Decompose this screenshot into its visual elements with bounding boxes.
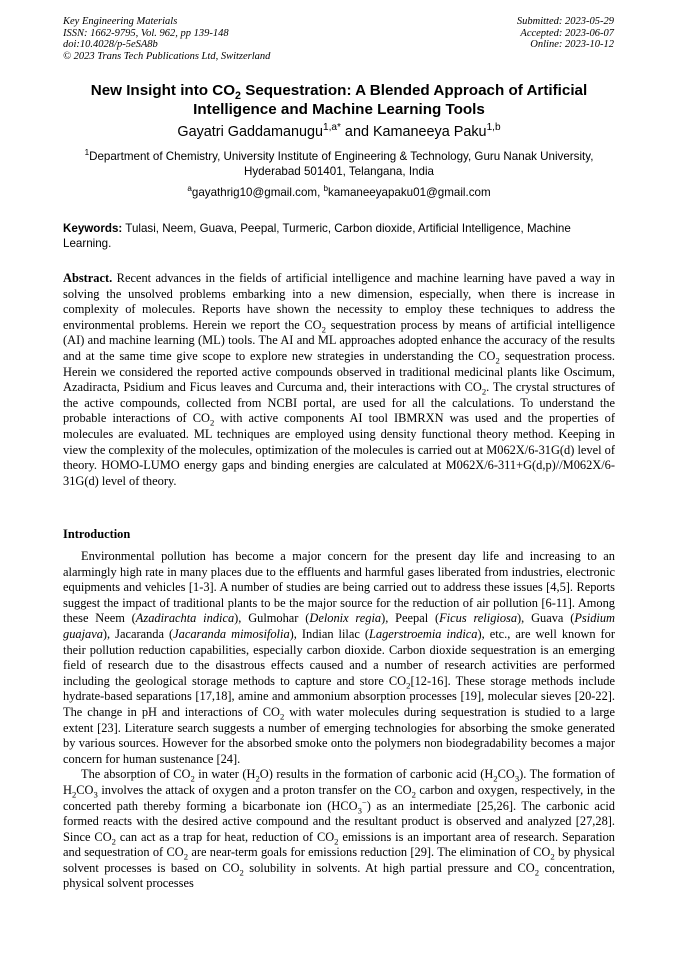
species-name: Ficus religiosa [439,611,518,626]
doi[interactable]: doi:10.4028/p-5eSA8b [63,39,158,50]
paper-title [63,82,615,119]
online-date: Online: 2023-10-12 [530,39,614,50]
body-text: concentration, physical solvent processes [63,860,616,891]
subscript: 2 [111,836,116,847]
email-link[interactable]: kamaneeyapaku01@gmail.com [328,186,491,199]
body-text: O) results in the formation of carbonic acid (H [259,767,494,782]
email-mark: b [323,184,329,194]
abstract-text: sequestration process by means of artificial intelligence (AI) and machine learning (ML) tools. The AI and ML approaches adopted enhance the accuracy of the results and at the same time give scope to explore new strategies in understanding the CO [63,317,615,363]
author-affiliation-mark: 1,b [486,122,501,134]
subscript: 2 [71,789,77,800]
body-text: ) as an intermediate [25,26]. The carbonic acid formed reacts with the desired active compound and the resultant product is observed and analyzed [27,28]. Since CO [63,798,615,844]
copyright: © 2023 Trans Tech Publications Ltd, Switzerland [63,50,271,62]
subscript: 3 [93,789,98,800]
body-text: ), Peepal ( [381,611,440,626]
species-name: Jacaranda mimosifolia [173,626,290,641]
body-text: ), Indian lilac ( [289,626,369,641]
subscript: 2 [190,773,195,784]
body-text: are near-term goals for emissions reduction [29]. The elimination of CO [188,845,551,860]
subscript: 3 [357,804,362,815]
keywords-label: Keywords: [63,222,123,235]
abstract-text: . The crystal structures of the active compounds, collected from NCBI portal, are used for all the calculations. To understand the probable interactions of CO [63,380,615,426]
journal-name: Key Engineering Materials [63,16,178,27]
subscript: 2 [493,773,498,784]
subscript: 2 [534,867,540,878]
species-name: Lagerstroemia indica [368,626,478,641]
subscript: 2 [334,836,339,847]
body-text: CO [497,767,515,782]
body-text: by physical solvent processes is based on CO [63,845,615,875]
body-text: ). The formation of H [63,767,615,797]
body-text: [12-16]. These storage methods include hydrate-based separations [17,18], amine and ammonium absorption processes [19], molecular sieves [20-22]. The change in pH and interactions of CO [63,673,616,719]
affiliation-text: Department of Chemistry, University Institute of Engineering & Technology, Guru Nanak University, Hyderabad 501401, Telangana, India [89,150,594,178]
keywords-text: Tulasi, Neem, Guava, Peepal, Turmeric, Carbon dioxide, Artificial Intelligence, Machine Learning. [63,222,571,250]
abstract-text: with active components AI tool IBMRXN was used and the properties of molecules are evaluated. ML techniques are employed using density functional theory method. Keeping in view the complexity of the molecules, optimization of the molecules is carried out at M062X/6-31G(d) level of theory. HOMO-LUMO energy gaps and binding energies are calculated at M062X/6-311+G(d,p)//M062X/6-31G(d) level of theory. [63,411,615,488]
subscript: 2 [481,386,487,397]
affiliation-mark: 1 [84,148,90,158]
species-name: Delonix regia [309,611,382,626]
section-heading-introduction: Introduction [63,527,131,541]
body-text: CO [76,782,94,797]
body-text: Environmental pollution has become a major concern for the present day life and increasing to an alarmingly high rate in many places due to the effluents and harmful gases liberated from industries, electronic equipments and vehicles [1-3]. A number of studies are being carried out to address these issues [4,5]. Reports suggest the impact of traditional plants to be the major source for the reduction of air pollution [6-11]. Among these Neem ( [63,549,615,626]
body-text: in water (H [194,767,256,782]
intro-paragraph [63,549,615,767]
species-name: Psidium guajava [63,611,615,641]
title-subscript: 2 [235,90,241,103]
subscript: 2 [239,867,244,878]
abstract-text: sequestration process. Herein we considered the reported active compounds observed in traditional medicinal plants like Oscimum, Azadiracta, Psidium and Ficus leaves and Curcuma and, their interactions with CO [63,348,615,395]
author-name: Kamaneeya Paku [372,124,487,140]
subscript: 2 [406,680,411,691]
body-text: solubility in solvents. At high partial pressure and CO [243,860,535,875]
body-text: ), etc., are well known for their pollution reduction capabilities, especially carbon dioxide. Carbon dioxide sequestration is an emerging field of research due to the disastrous effects caused and a number of research activities are performed including the geological storage methods to capture and store CO [63,626,615,688]
superscript: − [361,796,367,807]
author-name: Gayatri Gaddamanugu [177,124,323,140]
email-mark: a [187,184,192,194]
body-text: with water molecules during sequestration is studied to a large extent [23]. Literature search suggests a number of emerging technologies for absorbing the smoke generated by various sources. However for the absorbed smoke onto the polymers non biodegradability becomes a major concern for human sustenance [24]. [63,704,616,766]
accepted-date: Accepted: 2023-06-07 [520,27,614,39]
subscript: 2 [279,711,285,722]
submitted-date: Submitted: 2023-05-29 [516,16,614,27]
introduction-body [63,549,615,892]
body-text: ), Guava ( [517,611,575,626]
body-text: ), Jacaranda ( [102,626,174,641]
subscript: 2 [495,355,500,366]
author-list [63,123,615,141]
body-text: emissions is an important area of research. Separation and sequestration of CO [63,829,615,860]
abstract [63,271,615,489]
publication-dates [517,16,614,51]
author-affiliation-mark: 1,a* [323,122,341,134]
subscript: 3 [514,773,520,784]
subscript: 2 [550,851,555,862]
abstract-label: Abstract. [63,271,113,285]
body-text: The absorption of CO [81,767,191,782]
subscript: 2 [209,417,215,428]
body-text: can act as a trap for heat, reduction of CO [115,829,335,844]
title-part: New Insight into CO [90,82,236,99]
species-name: Azadirachta indica [135,611,235,626]
title-part: Sequestration: A Blended Approach of Artificial Intelligence and Machine Learning Tools [193,82,588,118]
body-text: ), Gulmohar ( [234,611,310,626]
author-emails [63,186,615,200]
subscript: 2 [183,851,189,862]
journal-info [63,16,270,62]
subscript: 2 [255,773,260,784]
keywords [63,222,615,251]
subscript: 2 [321,324,326,335]
body-text: carbon and oxygen, respectively, in the concerted path thereby forming a bicarbonate ion (HCO [63,782,615,813]
author-separator: and [340,124,373,140]
affiliation [63,150,615,179]
issn: ISSN: 1662-9795, Vol. 962, pp 139-148 [63,27,229,39]
subscript: 2 [411,789,416,800]
intro-paragraph [63,767,615,892]
abstract-text: Recent advances in the fields of artificial intelligence and machine learning have paved a way in solving the unsolved problems embarking into a new dimension, especially, when there is increase in complexity of molecules. Reports have shown the necessity to employ these techniques to address the environmental problems. Herein we report the CO [63,271,615,332]
email-link[interactable]: gayathrig10@gmail.com, [191,186,324,199]
body-text: involves the attack of oxygen and a proton transfer on the CO [97,782,412,797]
